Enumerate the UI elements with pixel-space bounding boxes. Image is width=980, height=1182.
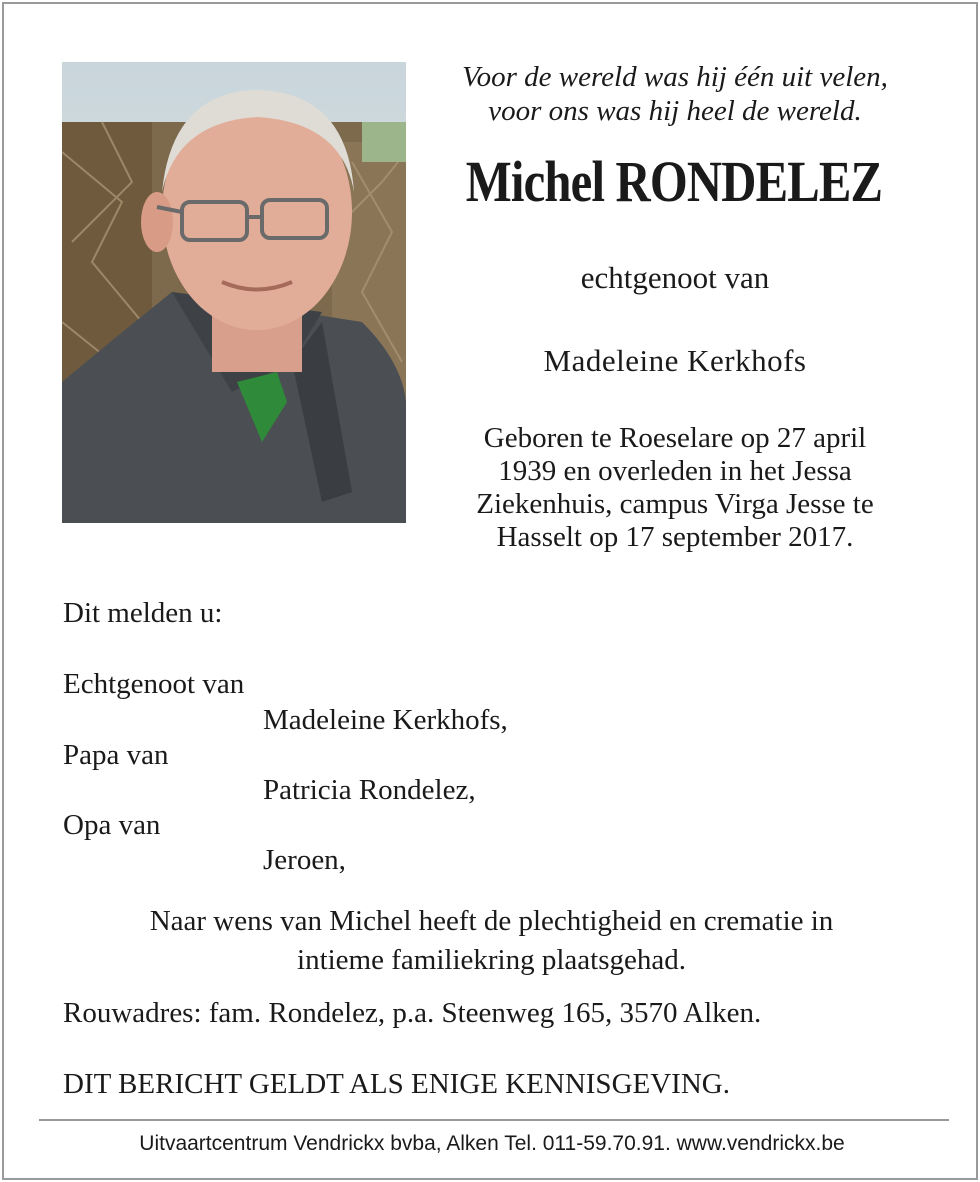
announce-intro: Dit melden u: <box>63 597 223 629</box>
spouse-label: echtgenoot van <box>580 260 770 295</box>
ceremony-line-1: Naar wens van Michel heeft de plechtigheid en crematie in <box>149 905 834 937</box>
obituary-frame <box>2 2 978 1180</box>
relation-1-name: Madeleine Kerkhofs, <box>263 704 508 736</box>
relation-3-label: Opa van <box>63 809 161 841</box>
birth-death-info <box>424 422 926 554</box>
spouse-name: Madeleine Kerkhofs <box>543 343 807 378</box>
motto-line-1: Voor de wereld was hij één uit velen, <box>462 61 888 93</box>
closing-statement: DIT BERICHT GELDT ALS ENIGE KENNISGEVING. <box>63 1068 730 1100</box>
footer-divider <box>39 1119 949 1121</box>
relation-2-label: Papa van <box>63 739 169 771</box>
funeral-home-footer: Uitvaartcentrum Vendrickx bvba, Alken Tel. 011-59.70.91. www.vendrickx.be <box>139 1132 845 1155</box>
birth-line-1: Geboren te Roeselare op 27 april <box>483 422 867 454</box>
birth-line-3: Ziekenhuis, campus Virga Jesse te <box>476 488 874 520</box>
motto-line-2: voor ons was hij heel de wereld. <box>488 95 862 127</box>
motto <box>424 60 926 128</box>
ceremony-info <box>44 902 939 980</box>
relation-3-name: Jeroen, <box>263 844 346 876</box>
birth-line-2: 1939 en overleden in het Jessa <box>498 455 852 487</box>
ceremony-line-2: intieme familiekring plaatsgehad. <box>297 944 686 976</box>
birth-line-4: Hasselt op 17 september 2017. <box>496 521 854 553</box>
relation-2-name: Patricia Rondelez, <box>263 774 476 806</box>
relation-1-label: Echtgenoot van <box>63 668 245 700</box>
deceased-name: Michel RONDELEZ <box>465 149 883 214</box>
mourning-address: Rouwadres: fam. Rondelez, p.a. Steenweg 165, 3570 Alken. <box>63 997 762 1029</box>
portrait-image <box>62 62 406 523</box>
portrait-photo <box>62 62 406 523</box>
